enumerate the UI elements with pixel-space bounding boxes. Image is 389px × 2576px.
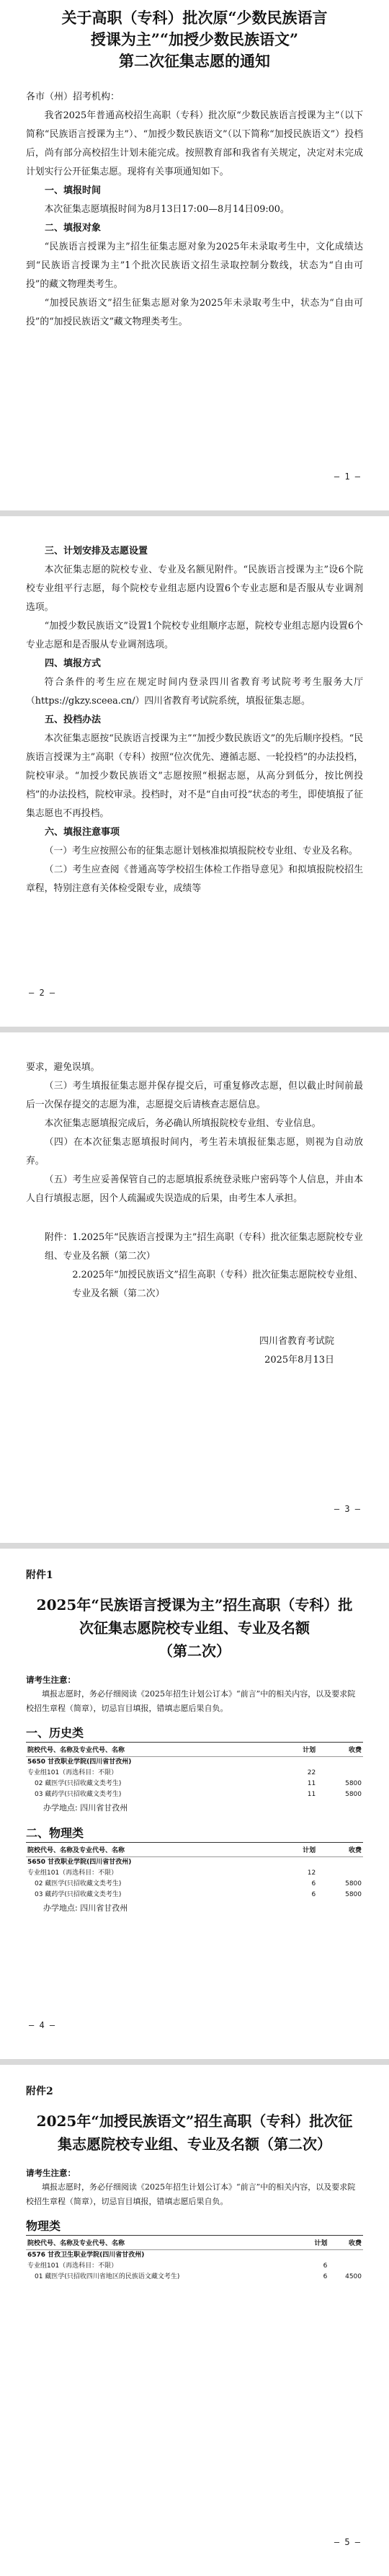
column-header: 院校代号、名称及专业代号、名称 [26,1846,280,1857]
title-line: 第二次征集志愿的通知 [119,52,270,70]
table-cell-plan [280,1800,317,1816]
quota-table-physics [26,2239,363,2283]
table-cell-plan: 6 [311,1880,316,1887]
attachment-2: 2.2025年“加授民族语文”招生高职（专科）批次征集志愿院校专业组、专业及名额（第二次） [72,1270,363,1299]
section-heading: 四、填报方式 [45,658,102,669]
title-line: 2025年“加授民族语文”招生高职（专科）批次征 [36,2112,353,2130]
category-heading: 一、历史类 [26,1725,363,1743]
title-line: （第二次） [158,1642,231,1660]
plan-paragraph: “加授少数民族语文”设置1个院校专业组顺序志愿，院校专业组志愿内设置6个专业志愿和是否服从专业调剂选项。 [26,621,363,650]
table-cell-name: 03 藏药学(只招收藏文类考生) [35,1791,122,1798]
table-cell-fee [328,2250,363,2262]
title-line: 授课为主”“加授少数民族语文” [90,30,299,48]
table-cell-plan [280,1857,317,1869]
table-row [26,2272,363,2283]
table-cell-fee [317,1768,363,1779]
table-cell-fee [317,1857,363,1869]
quota-table-history [26,1745,363,1816]
table-cell-plan: 6 [323,2273,328,2280]
table-cell-plan: 11 [307,1780,316,1787]
target-paragraph: “民族语言授课为主”招生征集志愿对象为2025年未录取考生中，文化成绩达到“民族语言授课为主”1个批次民族语文招生录取控制分数线，状态为“自由可投”的藏文物理类考生。 [26,242,363,290]
table-cell-fee [317,1757,363,1769]
quota-table-physics [26,1846,363,1916]
table-cell-plan: 6 [323,2262,328,2270]
page-5 [0,2065,389,2576]
plan-paragraph: 本次征集志愿的院校专业、专业及名额见附件。“民族语言授课为主”设6个院校专业组平行志愿，每个院校专业组志愿内设置6个专业志愿和是否服从专业调剂选项。 [26,565,363,613]
page-1 [0,0,389,510]
table-cell-name: 02 藏医学(只招收藏文类考生) [35,1780,122,1787]
category-heading: 物理类 [26,2218,363,2236]
table-cell-name: 5650 甘孜职业学院(四川省甘孜州) [27,1859,132,1866]
time-paragraph: 本次征集志愿填报时间为8月13日17:00—8月14日09:00。 [44,204,290,215]
intro-paragraph: 我省2025年普通高校招生高职（专科）批次原“少数民族语言授课为主”（以下简称“民族语言授课为主”）、“加授少数民族语文”（以下简称“加授民族语文”）投档后，尚有部分高校招生计划未能完成。按照教育部和我省有关规定，决定对未完成计划实行公开征集志愿。现将有关事项通知如下。 [26,110,363,177]
table-row [26,1779,363,1789]
table-cell-fee: 5800 [345,1891,362,1898]
section-heading: 二、填报对象 [45,223,102,234]
table-row [26,1890,363,1900]
table-cell-plan [280,1757,317,1769]
attachment-list [26,1229,363,1304]
table-row [26,2250,363,2262]
column-header: 计划 [280,1745,317,1757]
notice-text: 填报志愿时，务必仔细阅读《2025年招生计划公订本》“前言”中的相关内容，以及要求院校招生章程（简章），切忌盲目填报，错填志愿后果自负。 [26,2182,356,2206]
notice-text: 填报志愿时，务必仔细阅读《2025年招生计划公订本》“前言”中的相关内容，以及要求院校招生章程（简章），切忌盲目填报，错填志愿后果自负。 [26,1689,356,1713]
table-cell-name: 5650 甘孜职业学院(四川省甘孜州) [27,1758,132,1766]
notice-title [26,7,363,72]
table-cell-plan: 11 [307,1791,316,1798]
note-paragraph: （二）考生应查阅《普通高等学校招生体检工作指导意见》和拟填报院校招生章程，特别注意有关体检受限专业，成绩等 [26,864,363,894]
table-cell-name: 01 藏医学(只招收四川省地区的民族语文藏文考生) [35,2273,180,2280]
table-cell-plan [280,1900,317,1916]
table-cell-name: 专业组101（再选科目：不限） [27,1769,118,1776]
table-row [26,1857,363,1869]
section-heading: 一、填报时间 [45,185,102,196]
attachment-tag: 附件1 [26,1570,53,1581]
title-line: 集志愿院校专业组、专业及名额（第二次） [58,2135,331,2153]
table-cell-plan: 12 [307,1869,316,1877]
page-number: — 2 — [29,988,55,998]
table-row [26,1879,363,1890]
page-number: — 1 — [334,472,360,482]
table-cell-fee: 5800 [345,1780,362,1787]
column-header: 计划 [280,1846,317,1857]
column-header: 计划 [300,2239,328,2250]
table-cell-plan [300,2250,328,2262]
notice-heading: 请考生注意： [26,1675,76,1685]
continued-text: 要求，避免误填。 [26,1062,100,1073]
column-header: 收费 [328,2239,363,2250]
table-title [26,1593,363,1663]
table-cell-name: 02 藏医学(只招收藏文类考生) [35,1880,122,1887]
table-cell-name: 办学地点: 四川省甘孜州 [43,1803,128,1813]
table-cell-name: 6576 甘孜卫生职业学院(四川省甘孜州) [27,2252,145,2259]
table-cell-fee: 5800 [345,1791,362,1798]
note-paragraph: （一）考生应按照公布的征集志愿计划核准拟填报院校专业组、专业及名称。 [44,846,358,857]
table-cell-fee: 4500 [345,2273,362,2280]
table-cell-name: 办学地点: 四川省甘孜州 [43,1903,128,1913]
attachment-label: 附件： [45,1232,73,1243]
note-paragraph: （三）考生填报征集志愿并保存提交后，可重复修改志愿，但以截止时间前最后一次保存提交的志愿为准，志愿提交后请核查志愿信息。 [26,1081,363,1110]
table-row [26,1757,363,1769]
note-paragraph: 本次征集志愿填报完成后，务必确认所填报院校专业组、专业信息。 [44,1118,321,1129]
signature-org: 四川省教育考试院 [259,1336,334,1347]
table-row [26,1868,363,1879]
column-header: 收费 [317,1846,363,1857]
page-number: — 5 — [334,2537,360,2547]
title-line: 关于高职（专科）批次原“少数民族语言 [61,9,328,27]
attachment-item [45,1229,363,1266]
table-row [26,2261,363,2272]
table-cell-plan: 22 [307,1769,316,1776]
table-cell-name: 专业组101（再选科目：不限） [27,1869,118,1877]
table-row [26,1800,363,1816]
note-paragraph: （四）在本次征集志愿填报时间内，考生若未填报征集志愿，则视为自动放弃。 [26,1137,363,1167]
notice-heading: 请考生注意： [26,2168,76,2178]
page-number: — 3 — [334,1504,360,1514]
attachment-tag: 附件2 [26,2086,53,2097]
title-line: 次征集志愿院校专业组、专业及名额 [79,1619,310,1637]
table-cell-fee [317,1868,363,1879]
page-number: — 4 — [29,2020,55,2030]
note-paragraph: （五）考生应妥善保管自己的志愿填报系统登录账户密码等个人信息，并由本人自行填报志愿，因个人疏漏或失误造成的后果，由考生本人承担。 [26,1174,363,1204]
table-cell-fee [317,1800,363,1816]
table-row [26,1768,363,1779]
title-line: 2025年“民族语言授课为主”招生高职（专科）批 [36,1596,353,1614]
table-row [26,1789,363,1800]
column-header: 院校代号、名称及专业代号、名称 [26,2239,300,2250]
signature-date: 2025年8月13日 [264,1355,334,1366]
attachment-1: 1.2025年“民族语言授课为主”招生高职（专科）批次征集志愿院校专业组、专业及名额（第二次） [45,1232,363,1262]
table-row [26,1900,363,1916]
table-title [26,2110,363,2156]
section-heading: 五、投档办法 [45,714,102,725]
section-heading: 六、填报注意事项 [45,827,120,838]
table-cell-name: 专业组101（再选科目：不限） [27,2262,118,2270]
method-paragraph: 符合条件的考生应在规定时间内登录四川省教育考试院考考生服务大厅（https://gkzy.sceea.cn/）四川省教育考试院系统，填报征集志愿。 [26,677,363,707]
table-cell-fee [317,1900,363,1916]
toudang-paragraph: 本次征集志愿按“民族语言授课为主”“加授少数民族语文”的先后顺序投档。“民族语言授课为主”高职（专科）按照“位次优先、遵循志愿、一轮投档”的办法投档，院校审录。“加授少数民族语文”志愿按照“根据志愿，从高分到低分，按比例投档”的办法投档，院校审录。投档时，对不是“自由可投”状态的考生，即使填报了征集志愿也不再投档。 [26,733,363,819]
table-cell-fee [328,2261,363,2272]
table-cell-name: 03 藏药学(只招收藏文类考生) [35,1891,122,1898]
column-header: 收费 [317,1745,363,1757]
target-paragraph: “加授民族语文”招生征集志愿对象为2025年未录取考生中，状态为“自由可投”的“加授民族语文”藏文物理类考生。 [26,298,363,327]
page-3 [0,1032,389,1543]
column-header: 院校代号、名称及专业代号、名称 [26,1745,280,1757]
table-cell-fee: 5800 [345,1880,362,1887]
section-heading: 三、计划安排及志愿设置 [45,546,148,557]
category-heading: 二、物理类 [26,1825,363,1843]
page-4 [0,1549,389,2059]
salutation: 各市（州）招考机构： [26,92,120,102]
page-2 [0,516,389,1027]
table-cell-plan: 6 [311,1891,316,1898]
